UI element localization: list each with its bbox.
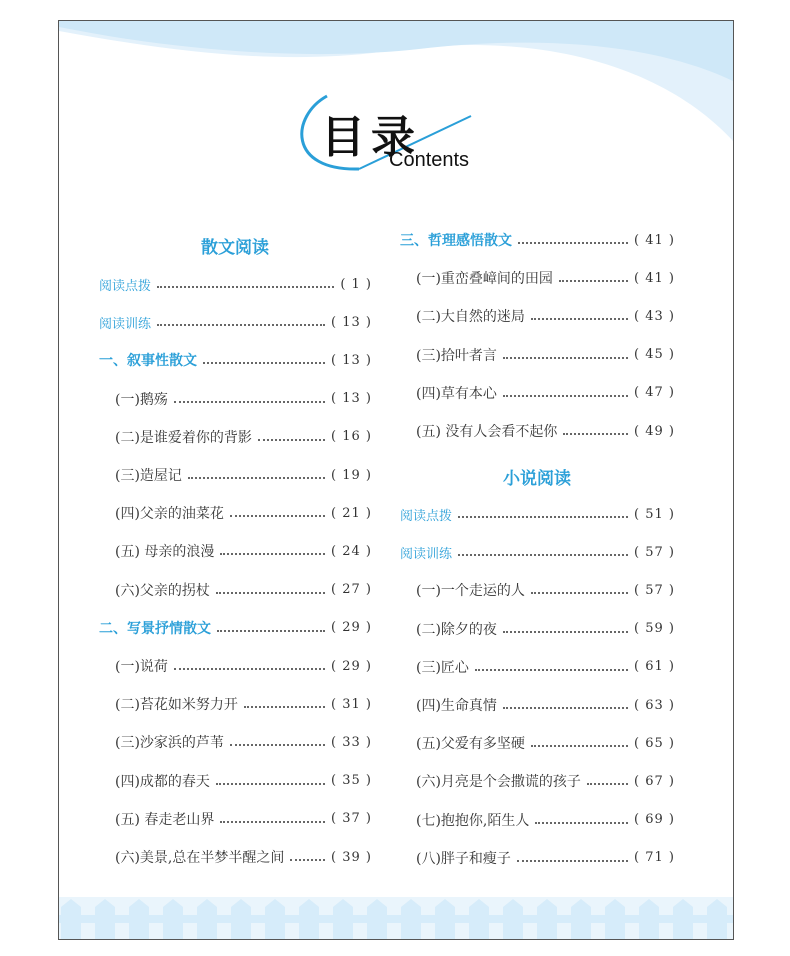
toc-entry[interactable]	[99, 311, 372, 333]
toc-entry-title: (五) 春走老山界	[115, 811, 215, 828]
toc-entry-page: ( 37 )	[331, 811, 372, 827]
fence-decoration	[59, 897, 733, 939]
toc-entry[interactable]	[115, 540, 372, 562]
dot-leader	[203, 362, 325, 364]
toc-entry-title: 阅读点拨	[400, 508, 453, 524]
toc-entry-page: ( 41 )	[634, 232, 675, 248]
toc-entry-page: ( 47 )	[634, 385, 675, 401]
toc-entry-page: ( 16 )	[331, 429, 372, 445]
toc-entry-title: (三)匠心	[416, 659, 469, 676]
toc-entry-page: ( 29 )	[331, 658, 372, 674]
toc-entry[interactable]	[400, 229, 675, 251]
toc-entry[interactable]	[416, 344, 675, 366]
toc-entry-title: (五) 没有人会看不起你	[416, 424, 558, 440]
toc-entry-title: (五) 母亲的浪漫	[115, 544, 215, 561]
toc-entry-page: ( 33 )	[331, 734, 372, 750]
toc-entry-title: (二)苔花如米努力开	[115, 697, 238, 714]
toc-entry[interactable]	[416, 579, 675, 601]
toc-entry[interactable]	[115, 502, 372, 524]
toc-entry[interactable]	[115, 770, 372, 792]
toc-entry-title: (三)沙家浜的芦苇	[115, 735, 224, 752]
toc-entry-page: ( 21 )	[331, 505, 372, 521]
toc-subtitle: Contents	[389, 149, 470, 171]
toc-entry-page: ( 59 )	[634, 621, 675, 637]
toc-entry-title: (三)造屋记	[115, 468, 182, 484]
left-section-heading: 散文阅读	[201, 238, 269, 258]
toc-entry-page: ( 51 )	[634, 506, 675, 522]
dot-leader	[216, 592, 325, 594]
toc-entry-page: ( 1 )	[340, 276, 372, 292]
dot-leader	[216, 783, 325, 785]
toc-entry-title: (六)月亮是个会撒谎的孩子	[416, 774, 581, 791]
toc-entry-title: (六)父亲的拐杖	[115, 582, 210, 599]
toc-entry-title: (四)父亲的油菜花	[115, 506, 224, 523]
toc-entry-page: ( 19 )	[331, 467, 372, 483]
dot-leader	[503, 631, 628, 633]
toc-entry-title: 阅读训练	[400, 546, 453, 562]
dot-leader	[503, 357, 628, 359]
toc-page	[58, 20, 734, 940]
toc-entry[interactable]	[416, 809, 675, 831]
toc-entry-title: (一)重峦叠嶂间的田园	[416, 271, 553, 288]
toc-entry[interactable]	[416, 656, 675, 678]
dot-leader	[517, 860, 628, 862]
toc-entry-page: ( 41 )	[634, 270, 675, 286]
toc-entry-page: ( 29 )	[331, 620, 372, 636]
dot-leader	[563, 433, 628, 435]
toc-entry-title: 二、写景抒情散文	[99, 620, 211, 637]
dot-leader	[174, 668, 325, 670]
dot-leader	[157, 324, 325, 326]
toc-entry-title: (三)拾叶者言	[416, 347, 497, 364]
dot-leader	[518, 242, 628, 244]
toc-entry-title: (四)草有本心	[416, 385, 497, 402]
toc-entry[interactable]	[99, 617, 372, 639]
toc-entry-page: ( 13 )	[331, 314, 372, 330]
toc-entry[interactable]	[115, 731, 372, 753]
toc-entry-page: ( 27 )	[331, 582, 372, 598]
dot-leader	[188, 477, 325, 479]
toc-entry[interactable]	[99, 273, 372, 295]
dot-leader	[535, 822, 628, 824]
toc-entry-page: ( 63 )	[634, 697, 675, 713]
toc-entry-title: (八)胖子和瘦子	[416, 850, 511, 867]
toc-entry[interactable]	[115, 388, 372, 410]
toc-entry[interactable]	[416, 618, 675, 640]
toc-entry[interactable]	[416, 694, 675, 716]
dot-leader	[531, 745, 628, 747]
toc-entry-title: (六)美景,总在半梦半醒之间	[115, 850, 285, 866]
toc-entry-title: 三、哲理感悟散文	[400, 233, 512, 249]
toc-entry-title: (二)是谁爱着你的背影	[115, 429, 252, 446]
toc-entry[interactable]	[115, 846, 372, 868]
toc-entry-title: 阅读点拨	[99, 278, 152, 294]
toc-entry[interactable]	[400, 541, 675, 563]
toc-entry-page: ( 35 )	[331, 773, 372, 789]
title-block	[59, 21, 733, 221]
toc-entry-page: ( 61 )	[634, 659, 675, 675]
dot-leader	[220, 553, 325, 555]
toc-entry-title: (四)生命真情	[416, 698, 497, 714]
toc-entry-page: ( 57 )	[634, 582, 675, 598]
dot-leader	[503, 707, 628, 709]
toc-entry-page: ( 45 )	[634, 347, 675, 363]
toc-entry-title: (四)成都的春天	[115, 773, 210, 790]
toc-entry[interactable]	[115, 655, 372, 677]
dot-leader	[230, 744, 325, 746]
toc-entry-page: ( 31 )	[331, 696, 372, 712]
toc-entry-title: (一)说荷	[115, 659, 168, 675]
toc-entry-title: (一)鹅殇	[115, 391, 168, 408]
toc-entry[interactable]	[416, 305, 675, 327]
toc-entry[interactable]	[400, 503, 675, 525]
toc-entry-title: (一)一个走运的人	[416, 583, 525, 600]
toc-entry-page: ( 43 )	[634, 308, 675, 324]
toc-entry[interactable]	[416, 420, 675, 442]
toc-entry[interactable]	[115, 808, 372, 830]
toc-entry[interactable]	[416, 382, 675, 404]
toc-entry-title: 阅读训练	[99, 316, 152, 332]
dot-leader	[217, 630, 325, 632]
dot-leader	[458, 516, 628, 518]
dot-leader	[587, 783, 628, 785]
right-section-heading: 小说阅读	[503, 469, 571, 489]
toc-entry-page: ( 67 )	[634, 773, 675, 789]
toc-entry-title: (七)抱抱你,陌生人	[416, 812, 530, 829]
toc-entry-page: ( 13 )	[331, 391, 372, 407]
dot-leader	[230, 515, 325, 517]
toc-entry-title: (二)大自然的迷局	[416, 309, 525, 326]
toc-entry[interactable]	[416, 847, 675, 869]
toc-entry-page: ( 13 )	[331, 352, 372, 368]
toc-title: 目录	[321, 112, 421, 163]
dot-leader	[220, 821, 325, 823]
dot-leader	[174, 401, 325, 403]
toc-entry-page: ( 24 )	[331, 543, 372, 559]
toc-entry-title: 一、叙事性散文	[99, 353, 197, 370]
dot-leader	[531, 592, 628, 594]
dot-leader	[559, 280, 628, 282]
toc-entry-page: ( 49 )	[634, 423, 675, 439]
toc-entry-page: ( 69 )	[634, 812, 675, 828]
toc-entry[interactable]	[115, 579, 372, 601]
toc-entry[interactable]	[115, 464, 372, 486]
toc-entry[interactable]	[115, 693, 372, 715]
toc-entry-title: (五)父爱有多坚硬	[416, 736, 525, 753]
dot-leader	[475, 669, 628, 671]
dot-leader	[258, 439, 325, 441]
toc-entry-page: ( 39 )	[331, 849, 372, 865]
toc-entry-page: ( 71 )	[634, 850, 675, 866]
toc-entry[interactable]	[99, 349, 372, 371]
dot-leader	[531, 318, 628, 320]
toc-entry-page: ( 65 )	[634, 735, 675, 751]
toc-entry[interactable]	[416, 732, 675, 754]
toc-entry[interactable]	[115, 426, 372, 448]
toc-entry[interactable]	[416, 770, 675, 792]
toc-entry[interactable]	[416, 267, 675, 289]
dot-leader	[157, 286, 334, 288]
toc-entry-page: ( 57 )	[634, 544, 675, 560]
dot-leader	[244, 706, 325, 708]
dot-leader	[503, 395, 628, 397]
dot-leader	[290, 859, 325, 861]
toc-entry-title: (二)除夕的夜	[416, 621, 497, 638]
dot-leader	[458, 554, 628, 556]
